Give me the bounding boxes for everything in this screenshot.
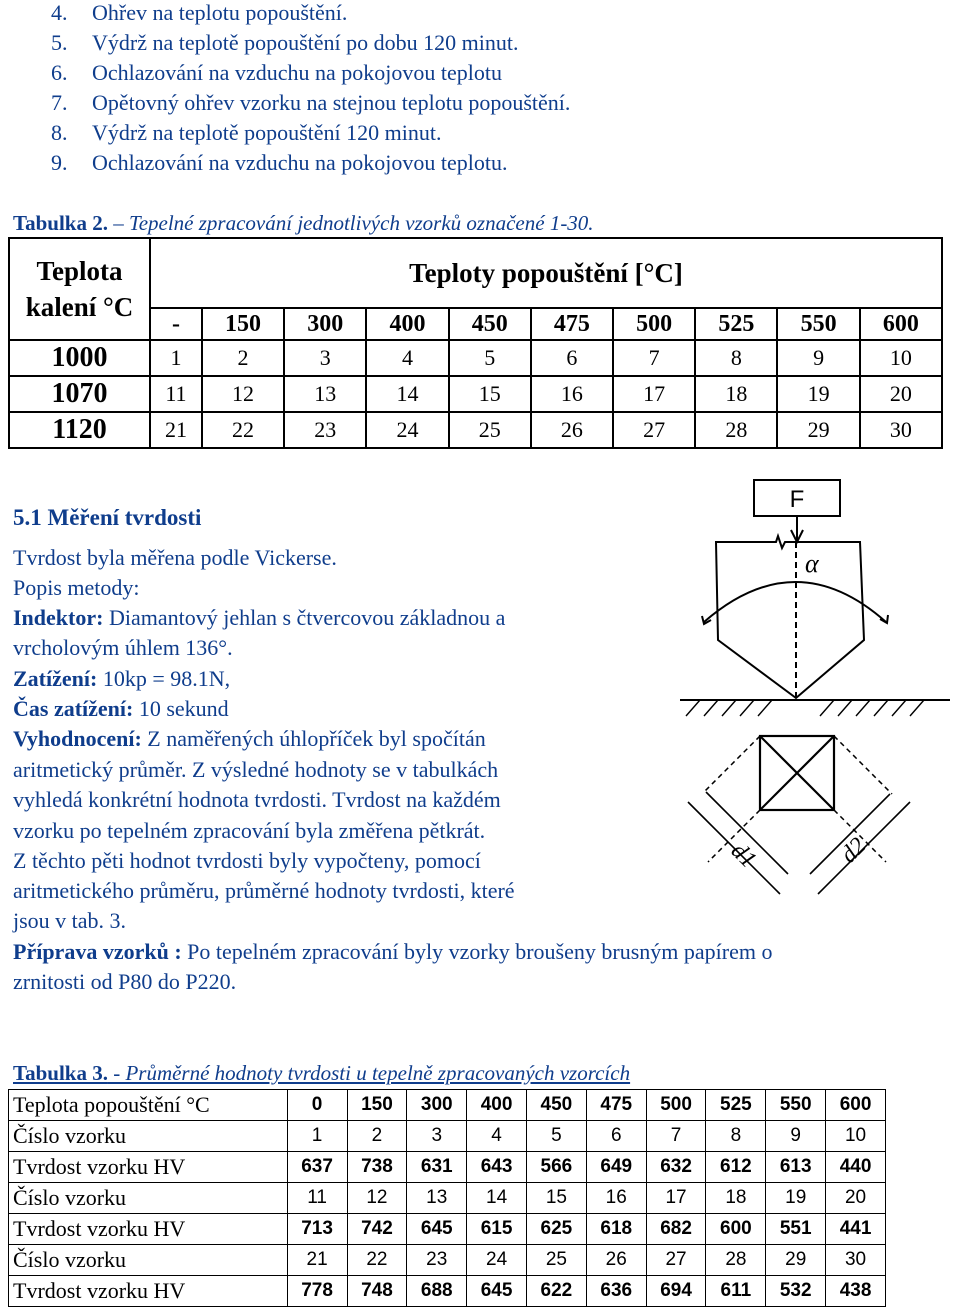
load-line: Zatížení: 10kp = 98.1N, xyxy=(13,666,231,691)
table-cell: 625 xyxy=(526,1214,586,1245)
table-cell: 29 xyxy=(777,412,859,448)
table-cell: 622 xyxy=(526,1276,586,1307)
table-cell: 613 xyxy=(766,1152,826,1183)
table-cell: 694 xyxy=(646,1276,706,1307)
table-cell: 23 xyxy=(407,1245,467,1276)
table-cell: 532 xyxy=(766,1276,826,1307)
table-cell: 10 xyxy=(826,1121,886,1152)
paragraph-line: jsou v tab. 3. xyxy=(13,908,127,933)
table-cell: 0 xyxy=(287,1090,347,1121)
table-cell: 25 xyxy=(526,1245,586,1276)
table-cell: 688 xyxy=(407,1276,467,1307)
table-cell: 14 xyxy=(467,1183,527,1214)
table-cell: 5 xyxy=(449,340,531,376)
section-title: 5.1 Měření tvrdosti xyxy=(13,505,202,530)
table-cell: 4 xyxy=(467,1121,527,1152)
temp-cell: 150 xyxy=(202,308,284,340)
row-label: Číslo vzorku xyxy=(9,1183,288,1214)
corner-header: Teplota kalení °C xyxy=(9,238,150,340)
temp-cell: 550 xyxy=(777,308,859,340)
table-cell: 24 xyxy=(366,412,448,448)
row-label: Tvrdost vzorku HV xyxy=(9,1152,288,1183)
vickers-indentation-diagram xyxy=(680,472,960,912)
tempering-header: Teploty popouštění [°C] xyxy=(150,238,942,308)
heat-treatment-table xyxy=(8,237,943,449)
table-cell: 615 xyxy=(467,1214,527,1245)
force-label: F xyxy=(789,486,805,513)
paragraph-line: vzorku po tepelném zpracování byla změřena pětkrát. xyxy=(13,818,486,843)
table-cell: 27 xyxy=(613,412,695,448)
table-cell: 30 xyxy=(826,1245,886,1276)
table-row xyxy=(9,376,942,412)
indentor-line: Indektor: Diamantový jehlan s čtvercovou základnou a xyxy=(13,605,506,630)
temp-cell: 525 xyxy=(695,308,777,340)
table-cell: 632 xyxy=(646,1152,706,1183)
row-label: Tvrdost vzorku HV xyxy=(9,1214,288,1245)
table-cell: 300 xyxy=(407,1090,467,1121)
temp-cell: 475 xyxy=(531,308,613,340)
paragraph-line: Popis metody: xyxy=(13,575,140,600)
table-cell: 16 xyxy=(531,376,613,412)
table-cell: 441 xyxy=(826,1214,886,1245)
d2-label: d2 xyxy=(835,832,872,869)
table-cell: 1 xyxy=(287,1121,347,1152)
table-cell: 748 xyxy=(347,1276,407,1307)
table-cell: 28 xyxy=(706,1245,766,1276)
table-cell: 3 xyxy=(407,1121,467,1152)
table-cell: 16 xyxy=(586,1183,646,1214)
table-cell: 618 xyxy=(586,1214,646,1245)
table-cell: 611 xyxy=(706,1276,766,1307)
diagonal-dimensions xyxy=(688,792,910,894)
table-row xyxy=(9,1214,886,1245)
table-cell: 742 xyxy=(347,1214,407,1245)
table-cell: 600 xyxy=(826,1090,886,1121)
table-cell: 15 xyxy=(526,1183,586,1214)
table-cell: 7 xyxy=(646,1121,706,1152)
table-cell: 14 xyxy=(366,376,448,412)
table-cell: 18 xyxy=(706,1183,766,1214)
table-cell: 450 xyxy=(526,1090,586,1121)
table-row xyxy=(9,1152,886,1183)
table-cell: 13 xyxy=(284,376,366,412)
row-key: 1120 xyxy=(9,412,150,448)
table-cell: 631 xyxy=(407,1152,467,1183)
load-time-line: Čas zatížení: 10 sekund xyxy=(13,696,229,721)
table-cell: 24 xyxy=(467,1245,527,1276)
table-cell: 738 xyxy=(347,1152,407,1183)
table-cell: 8 xyxy=(706,1121,766,1152)
table-cell: 440 xyxy=(826,1152,886,1183)
row-label: Tvrdost vzorku HV xyxy=(9,1276,288,1307)
table-cell: 9 xyxy=(766,1121,826,1152)
table-cell: 5 xyxy=(526,1121,586,1152)
table2-caption: Tabulka 2. – Tepelné zpracování jednotlivých vzorků označené 1-30. xyxy=(13,211,594,235)
table-cell: 9 xyxy=(777,340,859,376)
table-cell: 15 xyxy=(449,376,531,412)
table-cell: 20 xyxy=(826,1183,886,1214)
surface-hatching xyxy=(686,700,924,716)
paragraph-line: aritmetického průměru, průměrné hodnoty tvrdosti, které xyxy=(13,878,515,903)
table-cell: 30 xyxy=(860,412,942,448)
table-cell: 636 xyxy=(586,1276,646,1307)
row-label: Číslo vzorku xyxy=(9,1245,288,1276)
table-cell: 28 xyxy=(695,412,777,448)
paragraph-line: vyhledá konkrétní hodnota tvrdosti. Tvrdost na každém xyxy=(13,787,501,812)
table-cell: 645 xyxy=(407,1214,467,1245)
table-cell: 6 xyxy=(586,1121,646,1152)
table-cell: 438 xyxy=(826,1276,886,1307)
table-cell: 2 xyxy=(347,1121,407,1152)
table-cell: 25 xyxy=(449,412,531,448)
table-cell: 23 xyxy=(284,412,366,448)
table-cell: 26 xyxy=(586,1245,646,1276)
table-row xyxy=(9,1276,886,1307)
table-cell: 150 xyxy=(347,1090,407,1121)
table-cell: 7 xyxy=(613,340,695,376)
indenter-body xyxy=(716,536,864,698)
table-row xyxy=(9,1090,886,1121)
table-cell: 475 xyxy=(586,1090,646,1121)
table-row xyxy=(9,340,942,376)
evaluation-line: Vyhodnocení: Z naměřených úhlopříček byl spočítán xyxy=(13,726,486,751)
table-cell: 12 xyxy=(202,376,284,412)
table-cell: 11 xyxy=(150,376,202,412)
table3-caption: Tabulka 3. - Průměrné hodnoty tvrdosti u tepelně zpracovaných vzorcích xyxy=(13,1061,631,1085)
temp-cell: 600 xyxy=(860,308,942,340)
table-cell: 19 xyxy=(777,376,859,412)
paragraph-line: aritmetický průměr. Z výsledné hodnoty se v tabulkách xyxy=(13,757,499,782)
temp-cell: 450 xyxy=(449,308,531,340)
row-key: 1070 xyxy=(9,376,150,412)
indentation-square xyxy=(760,736,834,810)
table-cell: 11 xyxy=(287,1183,347,1214)
table-row xyxy=(9,1121,886,1152)
table-cell: 6 xyxy=(531,340,613,376)
table-cell: 3 xyxy=(284,340,366,376)
table-row xyxy=(9,412,942,448)
table-cell: 26 xyxy=(531,412,613,448)
table-cell: 17 xyxy=(646,1183,706,1214)
table-cell: 645 xyxy=(467,1276,527,1307)
table-cell: 22 xyxy=(347,1245,407,1276)
table-cell: 400 xyxy=(467,1090,527,1121)
table-cell: 21 xyxy=(287,1245,347,1276)
table-cell: 22 xyxy=(202,412,284,448)
table-cell: 13 xyxy=(407,1183,467,1214)
table-cell: 27 xyxy=(646,1245,706,1276)
paragraph-line: Tvrdost byla měřena podle Vickerse. xyxy=(13,545,337,570)
table-cell: 18 xyxy=(695,376,777,412)
d1-label: d1 xyxy=(725,837,762,874)
table-cell: 637 xyxy=(287,1152,347,1183)
table-cell: 2 xyxy=(202,340,284,376)
table-cell: 566 xyxy=(526,1152,586,1183)
table-cell: 778 xyxy=(287,1276,347,1307)
table-cell: 20 xyxy=(860,376,942,412)
table-cell: 12 xyxy=(347,1183,407,1214)
table-cell: 550 xyxy=(766,1090,826,1121)
table-cell: 612 xyxy=(706,1152,766,1183)
hardness-table xyxy=(8,1089,886,1307)
table-cell: 4 xyxy=(366,340,448,376)
temp-cell: 500 xyxy=(613,308,695,340)
table-cell: 643 xyxy=(467,1152,527,1183)
table-cell: 21 xyxy=(150,412,202,448)
preparation-line: Příprava vzorků : Po tepelném zpracování byly vzorky broušeny brusným papírem o xyxy=(13,939,773,964)
table-cell: 17 xyxy=(613,376,695,412)
table-cell: 29 xyxy=(766,1245,826,1276)
table-cell: 8 xyxy=(695,340,777,376)
angle-label: α xyxy=(805,549,819,578)
table-cell: 713 xyxy=(287,1214,347,1245)
table-cell: 600 xyxy=(706,1214,766,1245)
table-cell: 1 xyxy=(150,340,202,376)
table-cell: 682 xyxy=(646,1214,706,1245)
row-key: 1000 xyxy=(9,340,150,376)
table-cell: 551 xyxy=(766,1214,826,1245)
paragraph-line: vrcholovým úhlem 136°. xyxy=(13,635,233,660)
paragraph-line: Z těchto pěti hodnot tvrdosti byly vypočteny, pomocí xyxy=(13,848,481,873)
temp-cell: 300 xyxy=(284,308,366,340)
table-cell: 525 xyxy=(706,1090,766,1121)
paragraph-line: zrnitosti od P80 do P220. xyxy=(13,969,237,994)
table-cell: 19 xyxy=(766,1183,826,1214)
table-cell: 10 xyxy=(860,340,942,376)
temp-cell: - xyxy=(150,308,202,340)
temp-cell: 400 xyxy=(366,308,448,340)
table-row xyxy=(9,1245,886,1276)
row-label: Teplota popouštění °C xyxy=(9,1090,288,1121)
table-cell: 649 xyxy=(586,1152,646,1183)
table-cell: 500 xyxy=(646,1090,706,1121)
table-row xyxy=(9,1183,886,1214)
row-label: Číslo vzorku xyxy=(9,1121,288,1152)
